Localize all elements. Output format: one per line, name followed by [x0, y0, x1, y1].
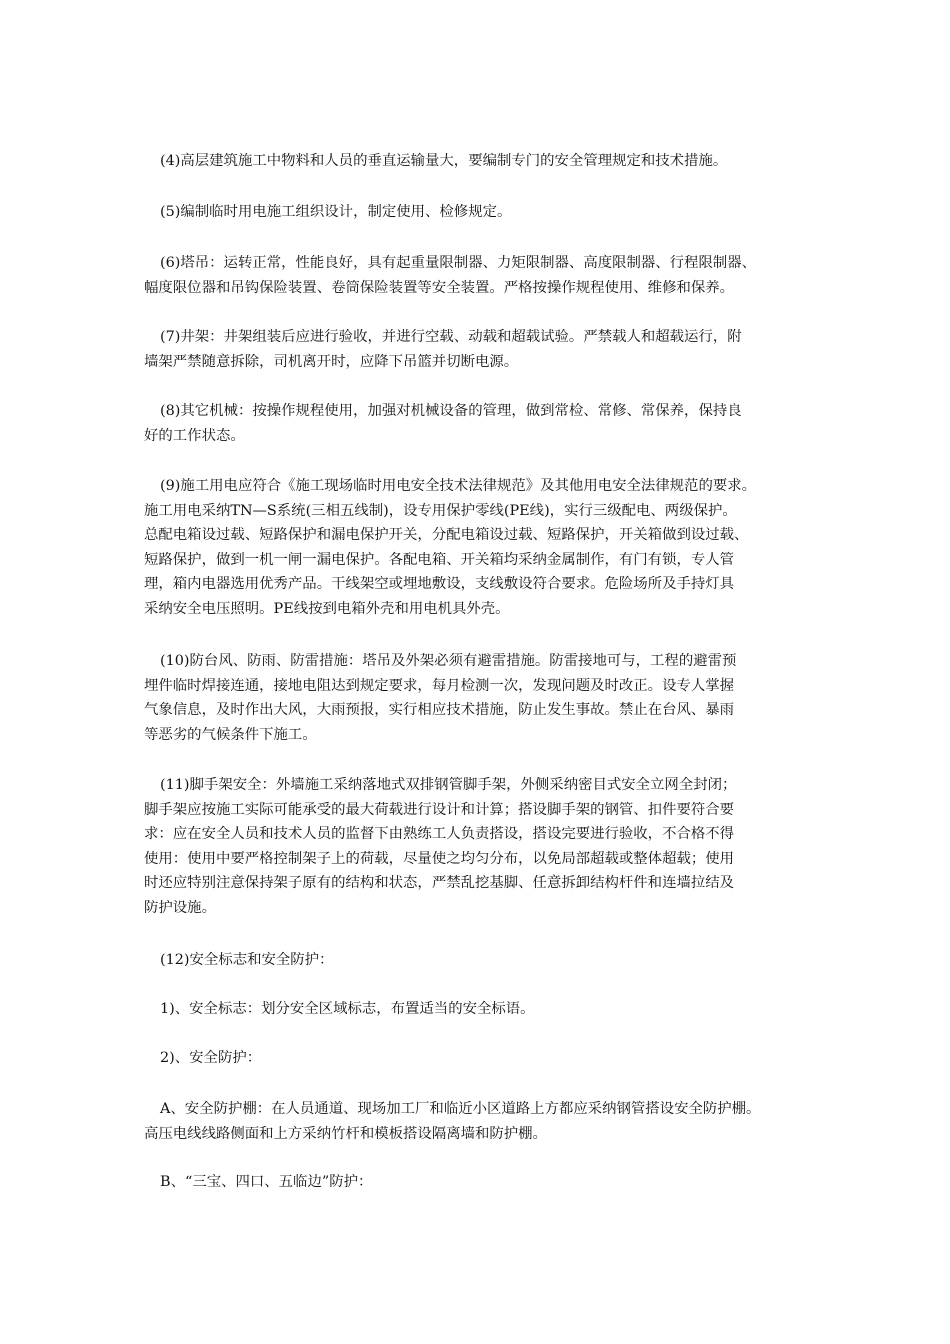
paragraph-line: 埋件临时焊接连通，接地电阻达到规定要求，每月检测一次，发现问题及时改正。设专人掌握 [144, 677, 735, 694]
paragraph-safety-protection [144, 1046, 824, 1071]
paragraph-line: 短路保护，做到一机一闸一漏电保护。各配电箱、开关箱均采纳金属制作，有门有锁，专人管 [144, 551, 735, 568]
paragraph-line: (10)防台风、防雨、防雷措施：塔吊及外架必须有避雷措施。防雷接地可与，工程的避雷预 [160, 653, 737, 669]
paragraph-line: 理，箱内电器选用优秀产品。干线架空或埋地敷设，支线敷设符合要求。危险场所及手持灯具 [144, 576, 735, 592]
paragraph-safety-signs [144, 997, 824, 1022]
paragraph-line: 使用：使用中要严格控制架子上的荷载，尽量使之均匀分布，以免局部超载或整体超载；使用 [144, 850, 735, 867]
paragraph-12 [144, 948, 824, 973]
paragraph-4 [144, 149, 824, 174]
paragraph-8 [144, 399, 824, 448]
paragraph-line: (12)安全标志和安全防护： [160, 952, 334, 968]
paragraph-line: 1)、安全标志：划分安全区域标志，布置适当的安全标语。 [160, 1001, 535, 1017]
paragraph-line: 幅度限位器和吊钩保险装置、卷筒保险装置等安全装置。严格按操作规程使用、维修和保养。 [144, 279, 735, 296]
paragraph-line: B、“三宝、四口、五临边”防护： [160, 1174, 373, 1190]
paragraph-11 [144, 773, 824, 920]
paragraph-line: (8)其它机械：按操作规程使用，加强对机械设备的管理，做到常检、常修、常保养，保持良 [160, 403, 742, 419]
paragraph-line: 2)、安全防护： [160, 1050, 262, 1066]
paragraph-line: (5)编制临时用电施工组织设计，制定使用、检修规定。 [160, 204, 512, 220]
paragraph-6 [144, 251, 824, 300]
paragraph-line: 高压电线线路侧面和上方采纳竹杆和模板搭设隔离墙和防护棚。 [144, 1125, 547, 1142]
paragraph-7 [144, 325, 824, 374]
paragraph-line: 防护设施。 [144, 899, 216, 916]
paragraph-line: (11)脚手架安全：外墙施工采纳落地式双排钢管脚手架，外侧采纳密目式安全立网全封闭； [160, 777, 737, 793]
paragraph-protection-shed [144, 1097, 824, 1146]
paragraph-line: 施工用电采纳TN—S系统(三相五线制)，设专用保护零线(PE线)，实行三级配电、两级保护。 [144, 502, 737, 519]
paragraph-line: 总配电箱设过载、短路保护和漏电保护开关，分配电箱设过载、短路保护，开关箱做到设过载、 [144, 527, 749, 543]
paragraph-line: 好的工作状态。 [144, 427, 245, 444]
paragraph-three-treasures [144, 1170, 824, 1195]
paragraph-line: 时还应特别注意保持架子原有的结构和状态，严禁乱挖基脚、任意拆卸结构杆件和连墙拉结及 [144, 875, 735, 891]
paragraph-line: 墙架严禁随意拆除，司机离开时，应降下吊篮并切断电源。 [144, 353, 519, 370]
paragraph-line: 等恶劣的气候条件下施工。 [144, 726, 317, 743]
paragraph-10 [144, 649, 824, 747]
paragraph-line: 求：应在安全人员和技术人员的监督下由熟练工人负责搭设，搭设完要进行验收，不合格不得 [144, 826, 735, 842]
paragraph-line: (6)塔吊：运转正常，性能良好，具有起重量限制器、力矩限制器、高度限制器、行程限制器、 [160, 255, 757, 271]
paragraph-line: (4)高层建筑施工中物料和人员的垂直运输量大，要编制专门的安全管理规定和技术措施。 [160, 153, 728, 169]
paragraph-line: A、安全防护棚：在人员通道、现场加工厂和临近小区道路上方都应采纳钢管搭设安全防护棚。 [160, 1101, 761, 1117]
paragraph-line: (7)井架：井架组装后应进行验收，并进行空载、动载和超载试验。严禁载人和超载运行，附 [160, 329, 742, 345]
paragraph-line: 气象信息，及时作出大风，大雨预报，实行相应技术措施，防止发生事故。禁止在台风、暴雨 [144, 702, 735, 718]
paragraph-9 [144, 474, 824, 621]
paragraph-5 [144, 200, 824, 225]
paragraph-line: 采纳安全电压照明。PE线按到电箱外壳和用电机具外壳。 [144, 600, 510, 617]
paragraph-line: (9)施工用电应符合《施工现场临时用电安全技术法律规范》及其他用电安全法律规范的要求。 [160, 478, 757, 494]
paragraph-line: 脚手架应按施工实际可能承受的最大荷载进行设计和计算；搭设脚手架的钢管、扣件要符合要 [144, 801, 735, 818]
